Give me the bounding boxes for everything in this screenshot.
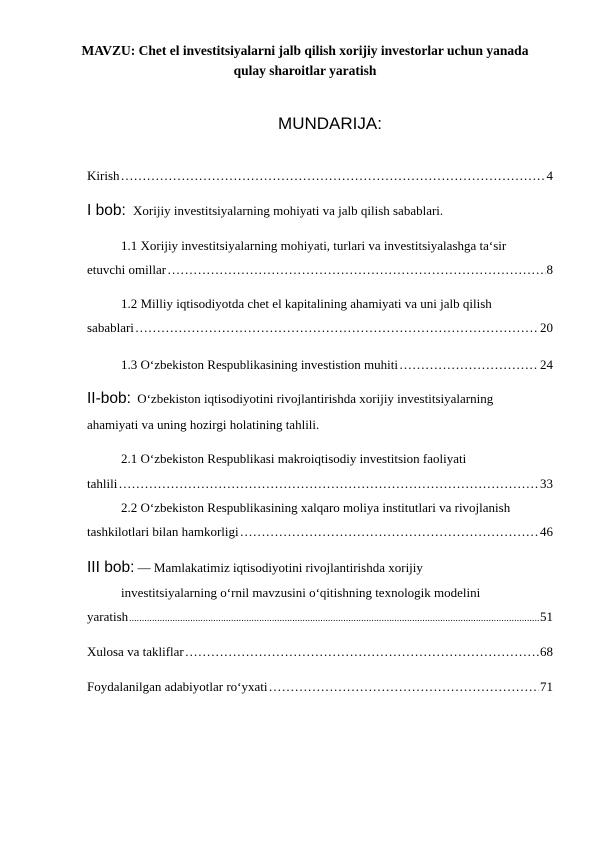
toc-section-1-2[interactable] — [87, 320, 553, 336]
chapter-title-line2: investitsiyalarning o‘rnil mavzusini o‘qitishning texnologik modelini — [121, 585, 481, 600]
toc-entry-xulosa[interactable] — [87, 644, 553, 660]
toc-entry-label: 1.3 O‘zbekiston Respublikasining investistion muhiti — [121, 357, 398, 372]
chapter-label: III bob: — [87, 559, 135, 576]
toc-entry-label: sabablari — [87, 320, 134, 335]
contents-heading: MUNDARIJA: — [278, 114, 382, 133]
toc-entry-label: etuvchi omillar — [87, 262, 167, 277]
chapter-label: I bob: — [87, 202, 126, 219]
chapter-title-line1: — Mamlakatimiz iqtisodiyotini rivojlantirishda xorijiy — [137, 560, 423, 575]
toc-section-1-2-line1: 1.2 Milliy iqtisodiyotda chet el kapitalining ahamiyati va uni jalb qilish — [121, 296, 492, 311]
topic-title-line1: MAVZU: Chet el investitsiyalarni jalb qilish xorijiy investorlar uchun yanada — [81, 43, 529, 58]
toc-entry-label: Xulosa va takliflar — [87, 644, 184, 659]
toc-entry-label: tahlili — [87, 476, 118, 491]
page-number: 20 — [540, 320, 553, 335]
toc-chapter-2[interactable] — [87, 390, 493, 408]
page-number: 68 — [540, 644, 553, 659]
toc-section-1-1-line1: 1.1 Xorijiy investitsiyalarning mohiyati, turlari va investitsiyalashga ta‘sir — [121, 238, 507, 253]
toc-section-2-2[interactable] — [87, 524, 553, 540]
leader-dots — [167, 262, 545, 278]
toc-chapter-3[interactable] — [87, 559, 423, 577]
leader-dots — [135, 320, 539, 336]
leader-dots — [185, 644, 539, 660]
chapter-title: Xorijiy investitsiyalarning mohiyati va jalb qilish sabablari. — [133, 203, 444, 218]
toc-section-2-2-line1: 2.2 O‘zbekiston Respublikasining xalqaro moliya institutlari va rivojlanish — [121, 500, 511, 515]
chapter-title-line1: O‘zbekiston iqtisodiyotini rivojlantirishda xorijiy investitsiyalarning — [137, 391, 494, 406]
toc-entry-label: Kirish — [87, 168, 120, 183]
page-number: 46 — [540, 524, 553, 539]
page-number: 4 — [546, 168, 553, 183]
leader-dots — [269, 679, 539, 695]
leader-dots — [399, 357, 539, 373]
toc-chapter-1[interactable] — [87, 202, 443, 220]
toc-entry-label: yaratish — [87, 609, 129, 624]
leader-dots — [240, 524, 539, 540]
toc-entry-label: Foydalanilgan adabiyotlar ro‘yxati — [87, 679, 268, 694]
chapter-label: II-bob: — [87, 390, 131, 407]
page-number: 24 — [540, 357, 553, 372]
page-number: 51 — [540, 609, 553, 624]
chapter-title-line2: ahamiyati va uning hozirgi holatining tahlili. — [87, 417, 320, 432]
leader-dots — [118, 476, 539, 492]
toc-section-2-1-line1: 2.1 O‘zbekiston Respublikasi makroiqtisodiy investitsion faoliyati — [121, 451, 467, 466]
toc-chapter-3-entry[interactable] — [87, 609, 553, 625]
toc-section-1-3[interactable] — [121, 357, 553, 373]
toc-entry-label: tashkilotlari bilan hamkorligi — [87, 524, 239, 539]
toc-entry-kirish[interactable] — [87, 168, 553, 184]
page-number: 71 — [540, 679, 553, 694]
toc-section-1-1[interactable] — [87, 262, 553, 278]
leader-dots — [129, 609, 539, 625]
topic-title-line2: qulay sharoitlar yaratish — [233, 63, 377, 78]
leader-dots — [121, 168, 546, 184]
page-number: 33 — [540, 476, 553, 491]
toc-section-2-1[interactable] — [87, 476, 553, 492]
page-number: 8 — [546, 262, 553, 277]
toc-entry-adabiyotlar[interactable] — [87, 679, 553, 695]
